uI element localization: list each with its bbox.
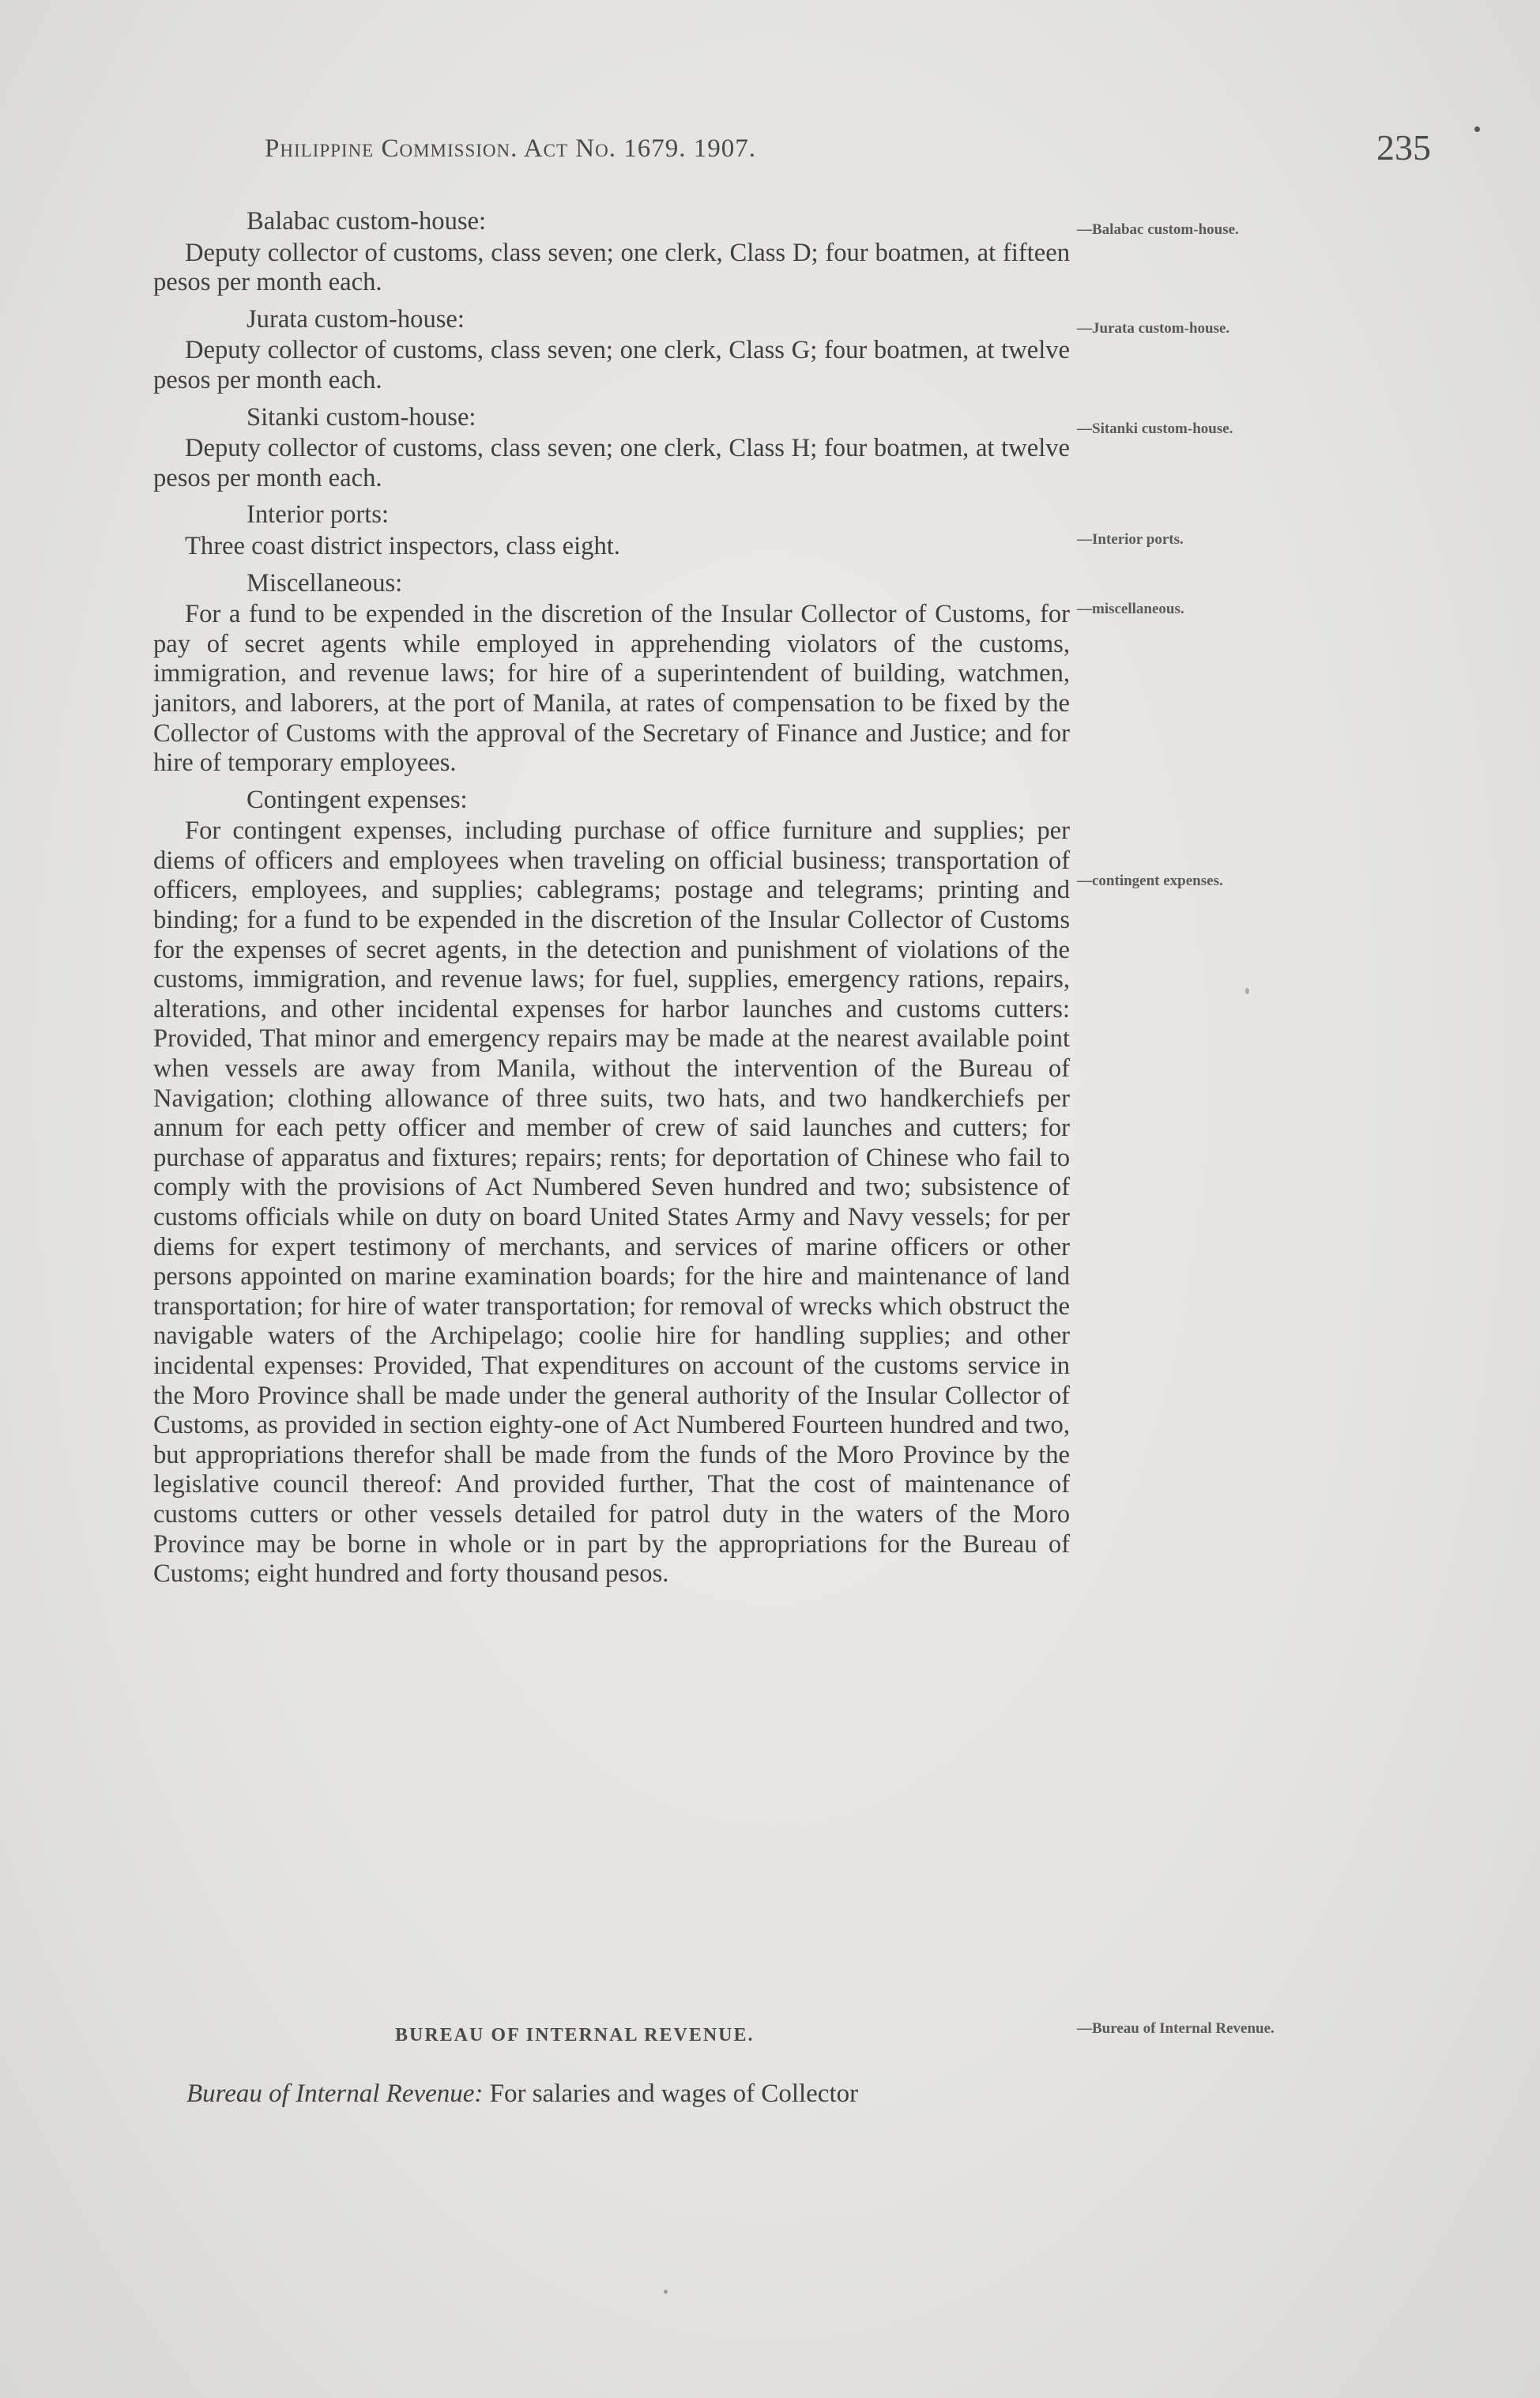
section-text-contingent: For contingent expenses, including purchase of office furniture and supplies; per diems of officers and employees when traveling on official business; transportation of officers, employees, and supplies; cablegrams; postage and telegrams; printing and binding; for a fund to be expended in the discretion of the Insular Collector of Customs for the expenses of secret agents, in the detection and punishment of violations of the customs, immigration, and revenue laws; for fuel, supplies, emergency rations, repairs, alterations, and other incidental expenses for harbor launches and customs cutters: Provided, That minor and emergency repairs may be made at the nearest available point when vessels are away from Manila, without the intervention of the Bureau of Navigation; clothing allowance of three suits, two hats, and two handkerchiefs per annum for each petty officer and member of crew of said launches and cutters; for purchase of apparatus and fixtures; repairs; rents; for deportation of Chinese who fail to comply with the provisions of Act Numbered Seven hundred and two; subsistence of customs officials while on duty on board United States Army and Navy vessels; for per diems for expert testimony of merchants, and services of marine officers or other persons appointed on marine examination boards; for the hire and maintenance of land transportation; for hire of water transportation; for removal of wrecks which obstruct the navigable waters of the Archipelago; coolie hire for handling supplies; and other incidental expenses: Provided, That expenditures on account of the customs service in the Moro Province shall be made under the general authority of the Insular Collector of Customs, as provided in section eighty-one of Act Numbered Fourteen hundred and two, but appropriations therefor shall be made from the funds of the Moro Province by the legislative council thereof: And provided further, That the cost of maintenance of customs cutters or other vessels detailed for patrol duty in the waters of the Moro Province may be borne in whole or in part by the appropriations for the Bureau of Customs; eight hundred and forty thousand pesos. xyxy=(153,816,1070,1589)
section-balabac xyxy=(153,207,1070,298)
section-text-interior-ports: Three coast district inspectors, class eight. xyxy=(185,531,620,560)
section-heading-sitanki: Sitanki custom-house: xyxy=(247,402,476,432)
section-miscellaneous xyxy=(153,569,1070,779)
section-heading-jurata: Jurata custom-house: xyxy=(247,304,465,334)
running-head: Philippine Commission. Act No. 1679. 1907. xyxy=(265,134,756,163)
page-number: 235 xyxy=(1376,127,1431,168)
closing-line-italic: Bureau of Internal Revenue: xyxy=(186,2079,484,2108)
section-contingent xyxy=(153,786,1070,1589)
section-heading-balabac: Balabac custom-house: xyxy=(247,207,487,236)
section-interior-ports xyxy=(153,500,1070,561)
margin-note-sitanki: —Sitanki custom-house. xyxy=(1077,420,1233,437)
margin-note-internal-revenue: —Bureau of Internal Revenue. xyxy=(1077,2020,1275,2037)
margin-note-interior: —Interior ports. xyxy=(1077,531,1184,548)
section-sitanki xyxy=(153,403,1070,494)
body-text xyxy=(153,207,1070,1597)
section-text-balabac: Deputy collector of customs, class seven; one clerk, Class D; four boatmen, at fifteen pesos per month each. xyxy=(153,238,1070,297)
section-heading-miscellaneous: Miscellaneous: xyxy=(247,568,403,598)
section-heading-contingent: Contingent expenses: xyxy=(247,785,468,814)
section-heading-internal-revenue: BUREAU OF INTERNAL REVENUE. xyxy=(395,2025,755,2045)
print-speck xyxy=(664,2290,668,2294)
section-text-sitanki: Deputy collector of customs, class seven; one clerk, Class H; four boatmen, at twelve pesos per month each. xyxy=(153,434,1070,492)
print-speck xyxy=(1245,988,1249,994)
section-heading-interior-ports: Interior ports: xyxy=(247,500,390,530)
margin-note-miscellaneous: —miscellaneous. xyxy=(1077,601,1184,617)
closing-line-text: For salaries and wages of Collector xyxy=(483,2079,859,2108)
print-speck xyxy=(1474,126,1480,132)
margin-note-balabac: —Balabac custom-house. xyxy=(1077,221,1239,238)
section-jurata xyxy=(153,305,1070,396)
closing-line xyxy=(186,2079,1071,2109)
section-text-miscellaneous: For a fund to be expended in the discretion of the Insular Collector of Customs, for pay of secret agents while employed in apprehending violators of the customs, immigration, and revenue laws; for hire of a superintendent of building, watchmen, janitors, and laborers, at the port of Manila, at rates of compensation to be fixed by the Collector of Customs with the approval of the Secretary of Finance and Justice; and for hire of temporary employees. xyxy=(153,600,1070,778)
margin-note-contingent: —contingent expenses. xyxy=(1077,873,1223,889)
margin-note-jurata: —Jurata custom-house. xyxy=(1077,320,1230,337)
section-text-jurata: Deputy collector of customs, class seven; one clerk, Class G; four boatmen, at twelve pesos per month each. xyxy=(153,336,1070,394)
